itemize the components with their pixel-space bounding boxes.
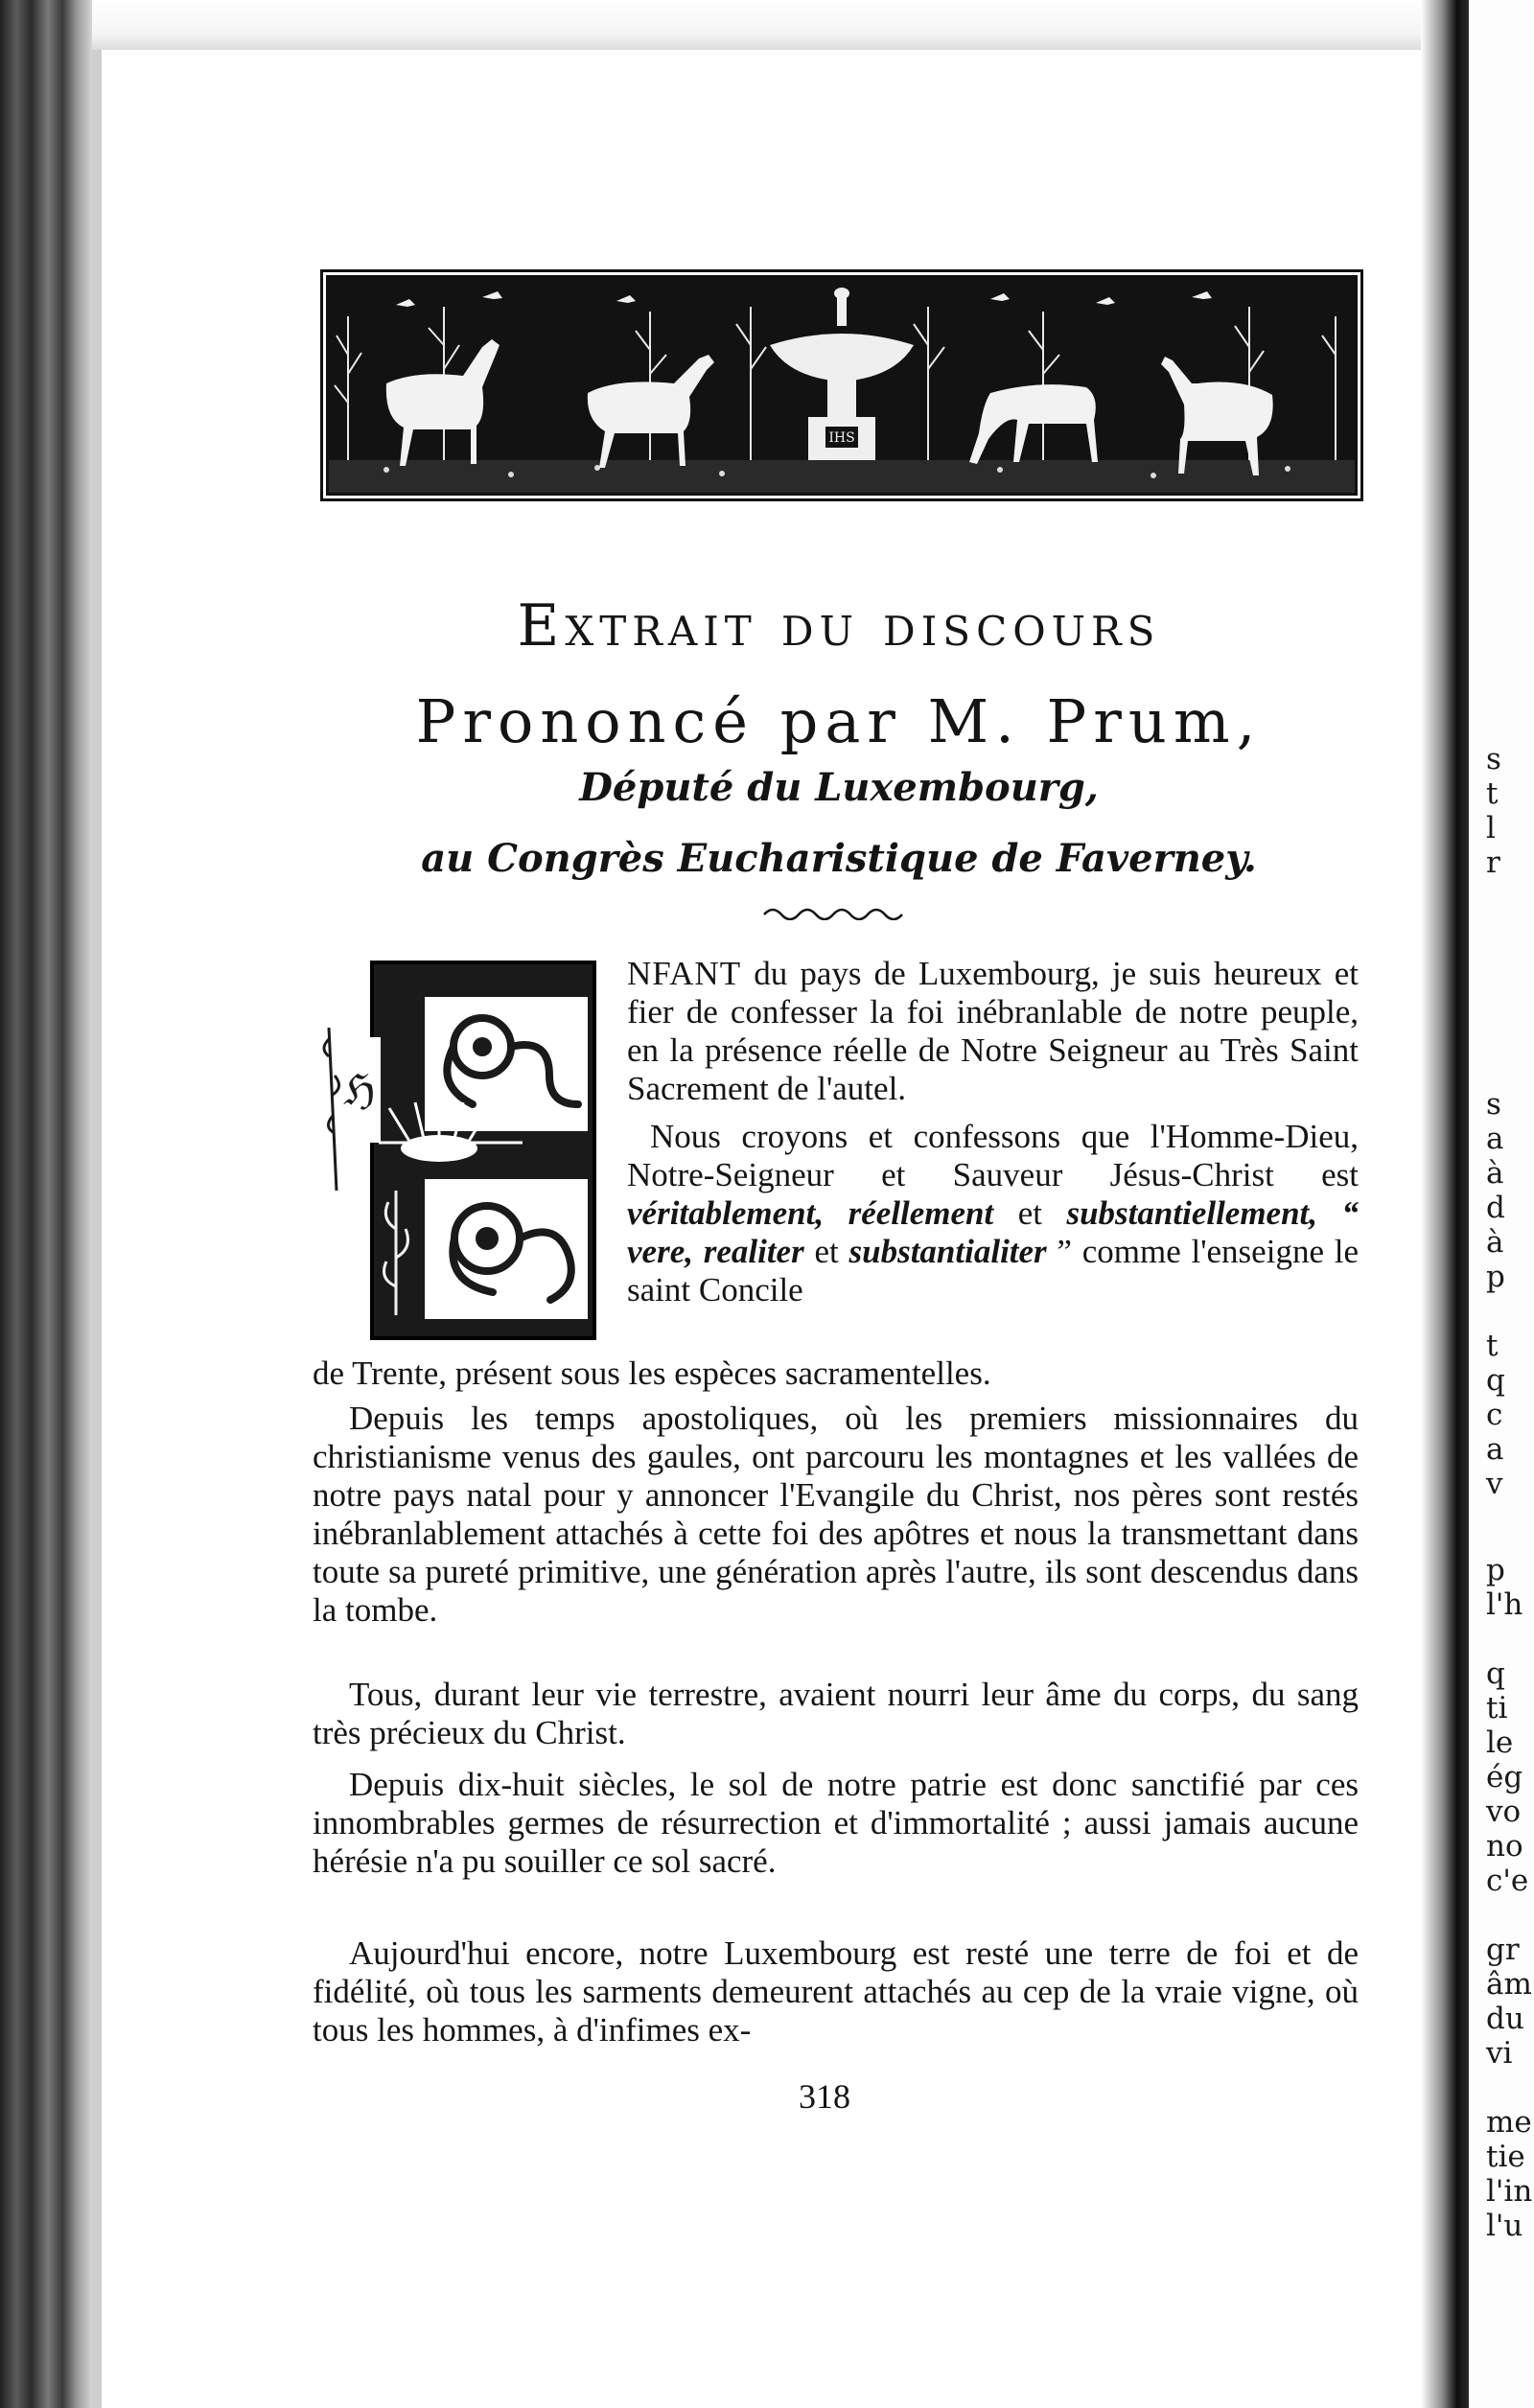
next-page-fragment: t — [1486, 1329, 1499, 1363]
svg-text:ℌ: ℌ — [343, 1066, 376, 1115]
paragraph-4: Tous, durant leur vie terrestre, avaient nourri leur âme du corps, du sang très précieux du Christ. — [313, 1676, 1359, 1751]
next-page-fragment: âm — [1486, 1967, 1532, 2002]
next-page-fragment: l — [1486, 811, 1496, 845]
next-page-fragment: s — [1486, 1087, 1501, 1122]
title-swash-ornament — [762, 905, 906, 920]
paragraph-6: Aujourd'hui encore, notre Luxembourg est resté une terre de foi et de fidélité, où tous les sarments demeurent attachés au cep de la vraie vigne, où tous les hommes, à d'infimes ex- — [313, 1934, 1359, 2049]
next-page-fragment: vi — [1486, 2036, 1513, 2071]
next-page-fragment: du — [1486, 2002, 1524, 2036]
paragraph-2 — [627, 1118, 1359, 1309]
svg-text:IHS: IHS — [828, 430, 855, 446]
paragraph-3: Depuis les temps apostoliques, où les premiers missionnaires du christianisme venus des gaules, ont parcouru les montagnes et les vallées de notre pays natal pour y annoncer l'Evangile du Christ, nos pères sont restés inébranlablement attachés à cette foi des apôtres et nous la transmettant dans toute sa pureté primitive, une génération après l'autre, ils sont descendus dans la tombe. — [313, 1400, 1359, 1629]
event-name: au Congrès Eucharistique de Faverney. — [421, 836, 1257, 881]
emphasis-veritablement: véritablement, réellement — [627, 1194, 994, 1232]
emphasis-substantialiter: substantialiter — [848, 1233, 1047, 1270]
next-page-fragment: s — [1486, 742, 1501, 776]
paragraph-2-text-c: et — [803, 1233, 849, 1270]
next-page-fragment: a — [1486, 1432, 1504, 1467]
next-page-fragment: a — [1486, 1122, 1504, 1156]
page-number: 318 — [799, 2077, 850, 2116]
book-page-right — [1469, 0, 1534, 2408]
next-page-fragment: l'h — [1486, 1587, 1523, 1622]
next-page-fragment: q — [1486, 1656, 1505, 1691]
book-binding — [0, 0, 92, 2408]
paragraph-1-text: du pays de Luxembourg, je suis heureux et fier de confesser la foi inébranlable de notre peuple, en la présence réelle de Notre Seigneur au Très Saint Sacrement de l'autel. — [627, 955, 1359, 1107]
next-page-fragment: à — [1486, 1225, 1504, 1260]
next-page-fragment: ég — [1486, 1760, 1523, 1794]
next-page-fragment: p — [1486, 1553, 1505, 1587]
header-ornament-banner — [326, 275, 1358, 496]
top-shadow — [92, 0, 1421, 50]
next-page-fragment: à — [1486, 1156, 1504, 1191]
deer-fountain-illustration — [329, 278, 1355, 493]
next-page-fragment: d — [1486, 1191, 1505, 1225]
next-page-fragment: c — [1486, 1398, 1503, 1432]
next-page-fragment: c'e — [1486, 1864, 1529, 1898]
drop-cap-letter-e — [319, 951, 597, 1342]
paragraph-2-text-b: et — [993, 1194, 1067, 1232]
drop-cap-continuation: NFANT — [627, 955, 742, 992]
paragraph-2-continued: de Trente, présent sous les espèces sacramentelles. — [313, 1354, 991, 1392]
paragraph-5: Depuis dix-huit siècles, le sol de notre patrie est donc sanctifié par ces innombrables germes de résurrection et d'immortalité ; aussi jamais aucune hérésie n'a pu souiller ce sol sacré. — [313, 1766, 1359, 1880]
next-page-fragment: gr — [1486, 1933, 1520, 1967]
paragraph-2-text-d: ” comme l'enseigne le saint Concile — [627, 1233, 1359, 1308]
next-page-fragment: no — [1486, 1829, 1523, 1864]
article-subtitle: Prononcé par M. Prum, — [415, 686, 1263, 756]
paragraph-1 — [627, 955, 1359, 1108]
next-page-fragment: me — [1486, 2105, 1532, 2140]
next-page-fragment: p — [1486, 1260, 1505, 1294]
emphasis-substantiellement: substantiellement, “ vere, realiter — [627, 1194, 1360, 1270]
next-page-fragment: l'in — [1486, 2174, 1533, 2209]
article-title: Extrait du discours — [517, 592, 1161, 660]
next-page-fragment: vo — [1486, 1794, 1522, 1829]
next-page-fragment: t — [1486, 776, 1499, 811]
next-page-fragment: q — [1486, 1363, 1505, 1398]
next-page-fragment: tie — [1486, 2140, 1525, 2174]
next-page-fragment: v — [1486, 1467, 1503, 1501]
next-page-fragment: l'u — [1486, 2209, 1523, 2243]
next-page-fragment: r — [1486, 845, 1500, 880]
next-page-fragment: le — [1486, 1725, 1514, 1760]
page-edge — [92, 50, 102, 2408]
speaker-role: Député du Luxembourg, — [579, 765, 1099, 810]
book-gutter — [1421, 0, 1469, 2408]
paragraph-2-text-a: Nous croyons et confessons que l'Homme-Dieu, Notre-Seigneur et Sauveur Jésus-Christ est — [627, 1118, 1359, 1193]
next-page-fragment: ti — [1486, 1691, 1508, 1725]
